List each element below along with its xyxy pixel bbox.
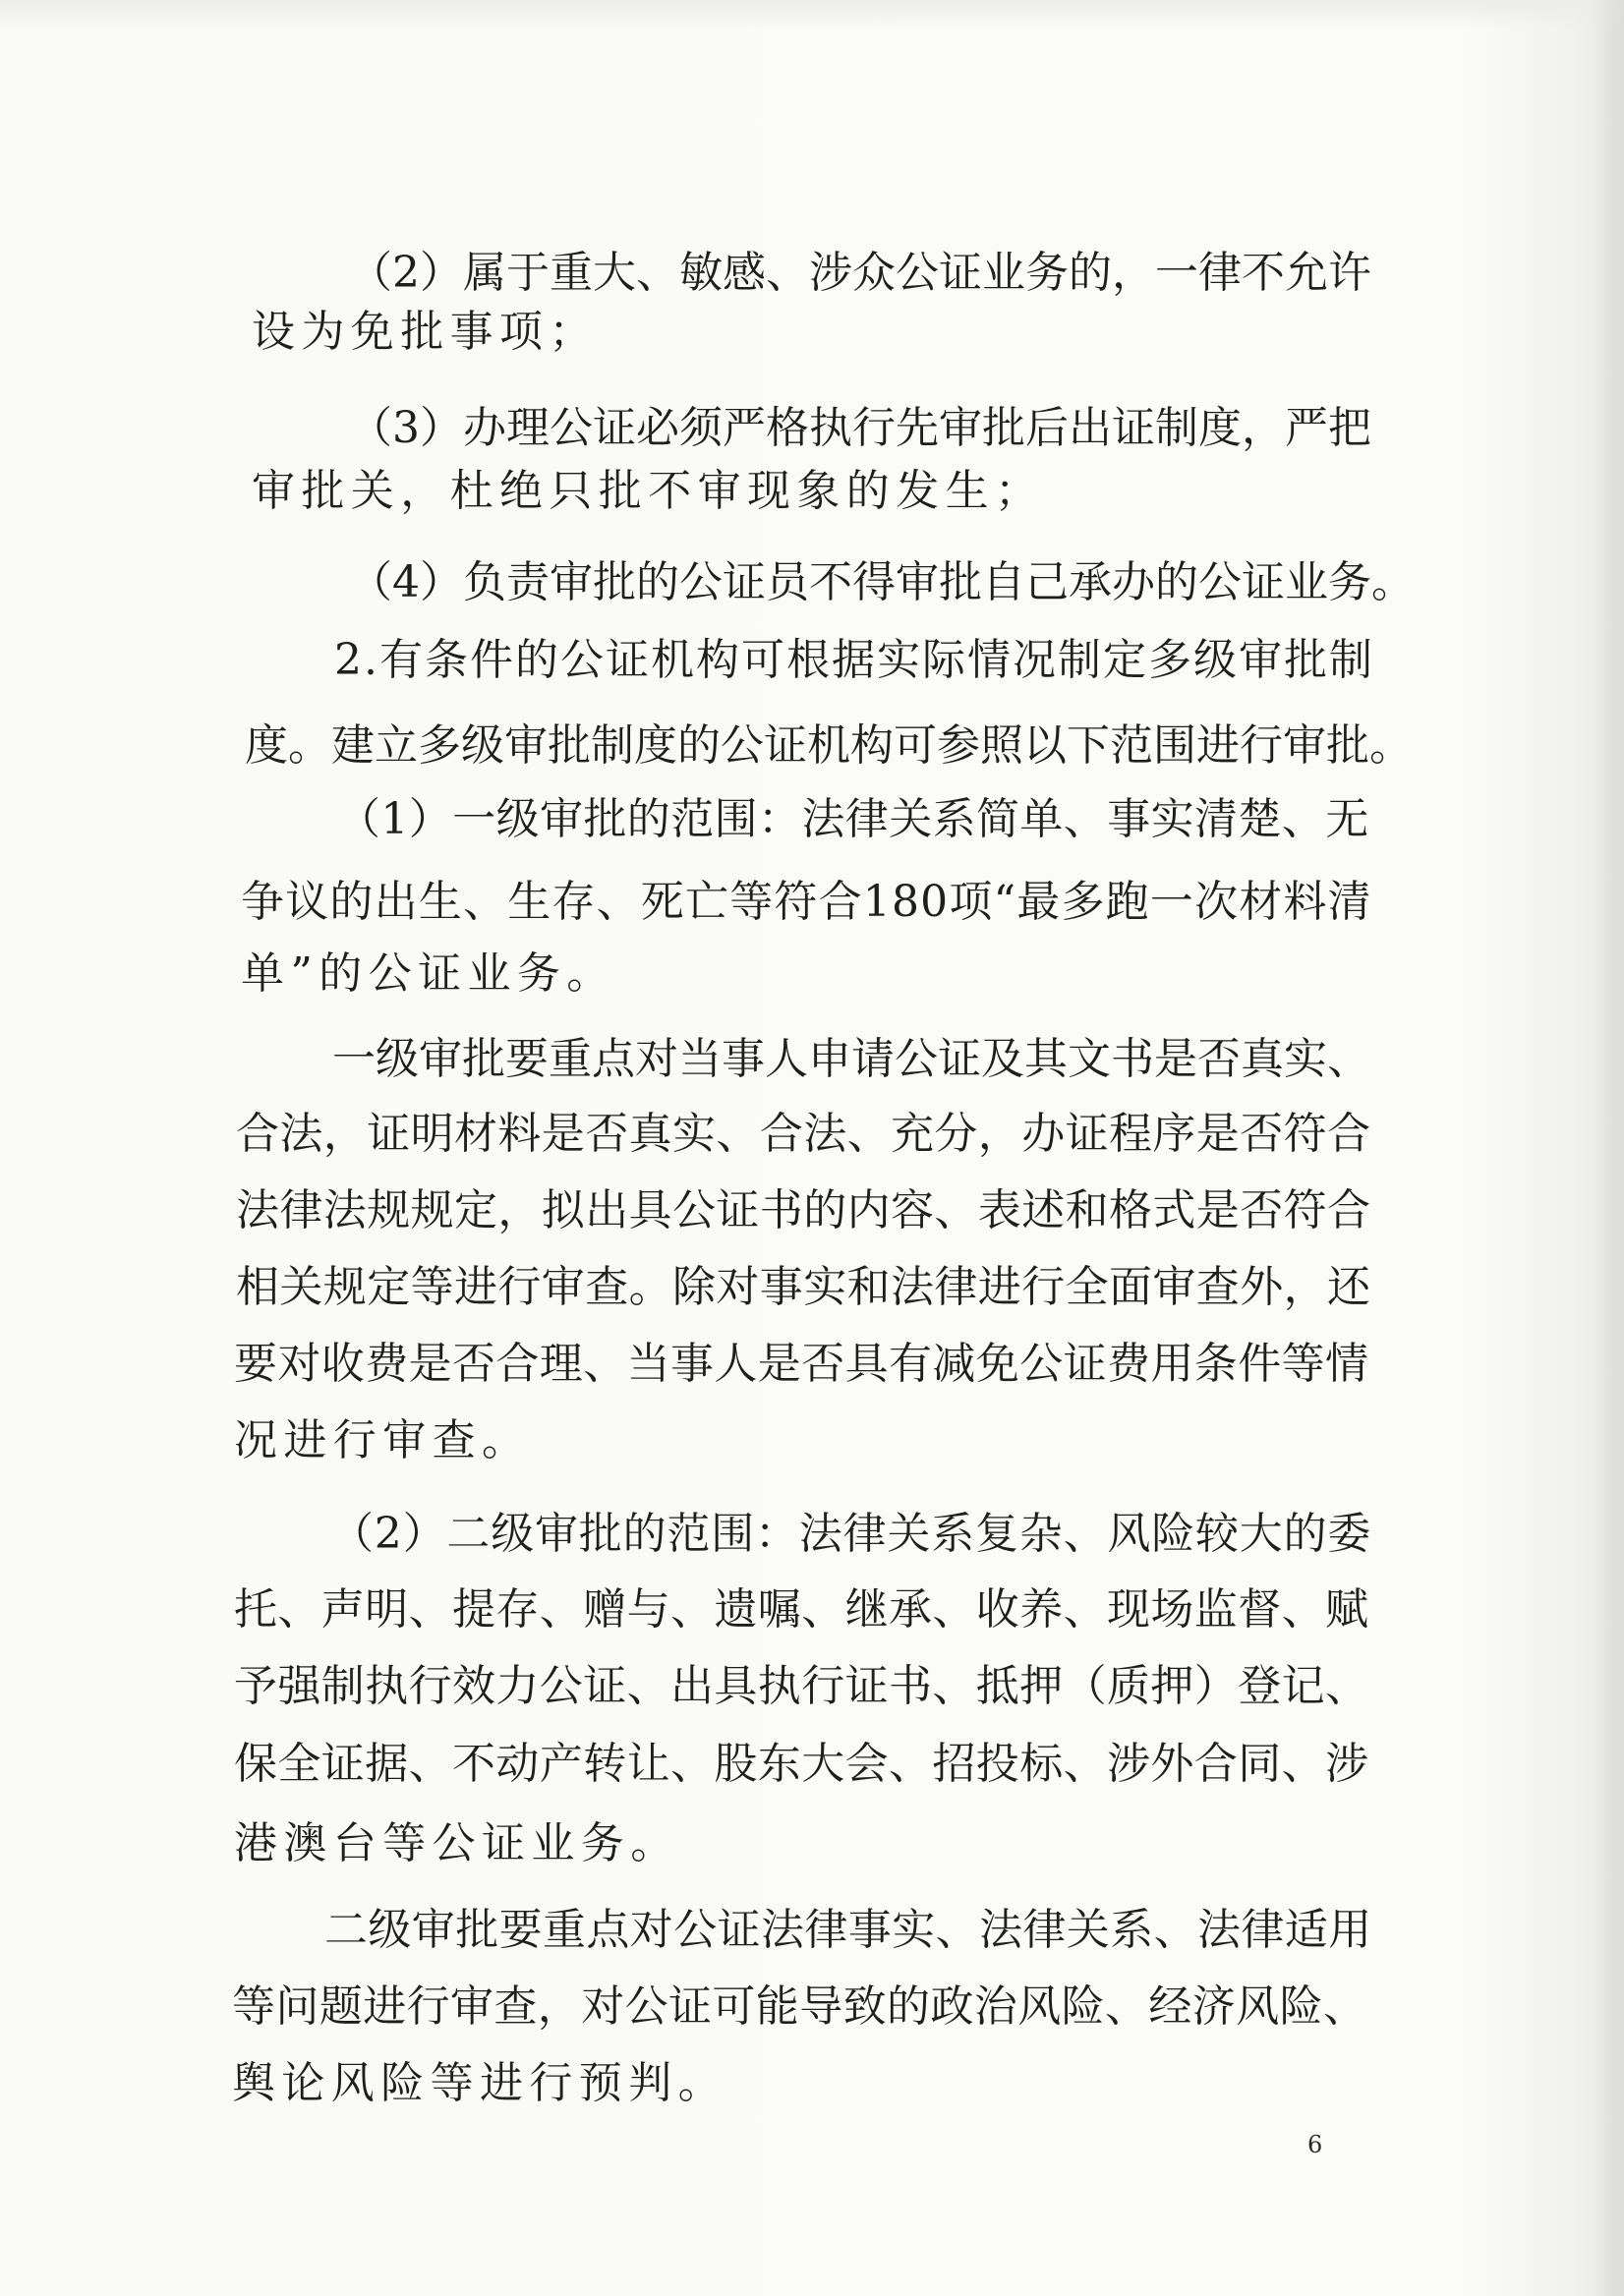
text-line: 托、声明、提存、赠与、遗嘱、继承、收养、现场监督、赋 xyxy=(234,1584,1369,1635)
text-line: 合法，证明材料是否真实、合法、充分，办证程序是否符合 xyxy=(236,1109,1371,1159)
text-line: 2.有条件的公证机构可根据实际情况制定多级审批制 xyxy=(334,635,1374,685)
scan-shadow-top xyxy=(0,0,1624,29)
text-line: 一级审批要重点对当事人申请公证及其文书是否真实、 xyxy=(332,1034,1370,1084)
text-line: 予强制执行效力公证、出具执行证书、抵押（质押）登记、 xyxy=(234,1661,1369,1711)
text-line: 舆论风险等进行预判。 xyxy=(232,2058,727,2108)
text-line: 况进行审查。 xyxy=(234,1415,532,1465)
scan-shadow-right xyxy=(1591,0,1624,2296)
text-line: 等问题进行审查，对公证可能导致的政治风险、经济风险、 xyxy=(232,1981,1367,2032)
text-line: （3）办理公证必须严格执行先审批后出证制度，严把 xyxy=(349,403,1371,453)
text-line: 争议的出生、生存、死亡等符合180项“最多跑一次材料清 xyxy=(241,877,1372,927)
text-line: 法律法规规定，拟出具公证书的内容、表述和格式是否符合 xyxy=(236,1185,1371,1235)
text-line: （2）二级审批的范围：法律关系复杂、风险较大的委 xyxy=(330,1509,1372,1559)
text-line: 保全证据、不动产转让、股东大会、招投标、涉外合同、涉 xyxy=(234,1739,1369,1789)
text-line: 审批关，杜绝只批不审现象的发生； xyxy=(252,466,1045,516)
text-line: 港澳台等公证业务。 xyxy=(234,1818,680,1868)
text-line: 设为免批事项； xyxy=(252,307,599,357)
text-line: 二级审批要重点对公证法律事实、法律关系、法律适用 xyxy=(324,1905,1372,1955)
text-line: （1）一级审批的范围：法律关系简单、事实清楚、无 xyxy=(337,794,1369,844)
text-line: 度。建立多级审批制度的公证机构可参照以下范围进行审批。 xyxy=(245,720,1413,771)
text-line: （4）负责审批的公证员不得审批自己承办的公证业务。 xyxy=(349,557,1415,607)
text-line: 单”的公证业务。 xyxy=(241,948,616,999)
text-line: （2）属于重大、敏感、涉众公证业务的，一律不允许 xyxy=(349,248,1371,298)
text-line: 要对收费是否合理、当事人是否具有减免公证费用条件等情 xyxy=(234,1339,1369,1389)
page-number: 6 xyxy=(1307,2131,1323,2158)
text-line: 相关规定等进行审查。除对事实和法律进行全面审查外，还 xyxy=(236,1262,1371,1312)
